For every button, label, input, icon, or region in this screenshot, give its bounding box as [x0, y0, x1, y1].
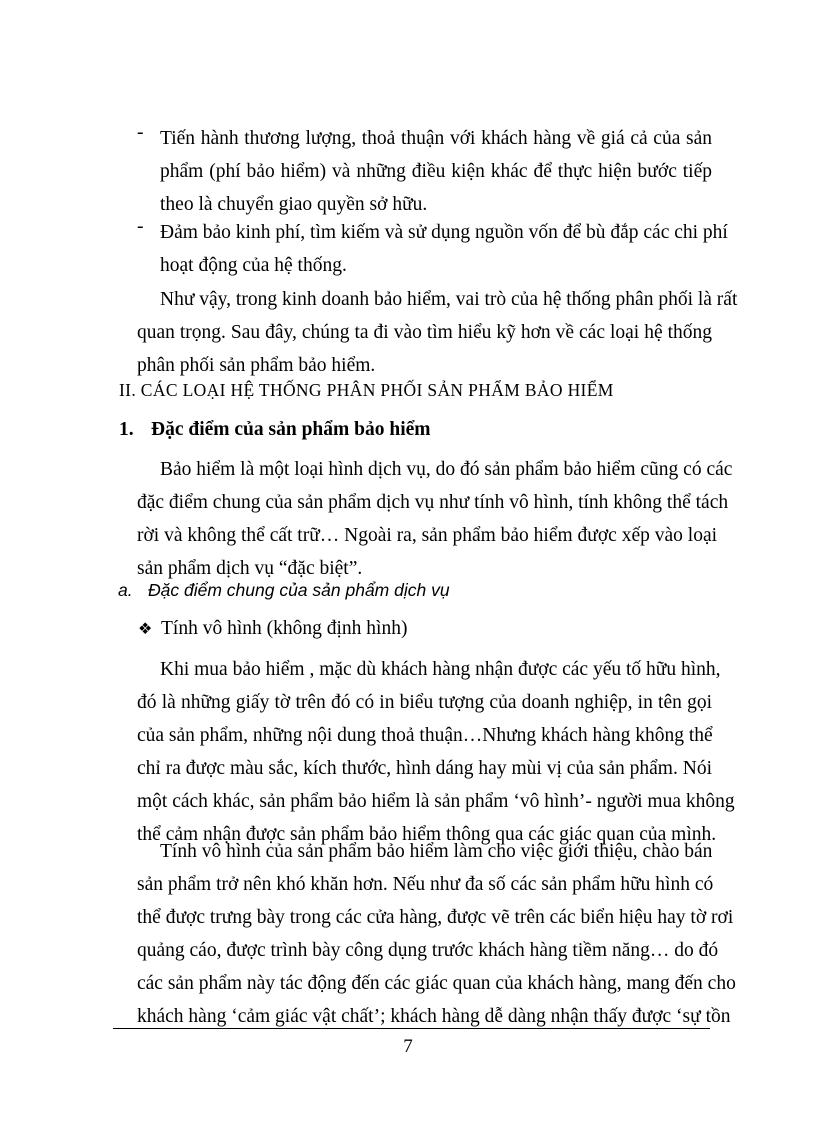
bullet-text: [160, 122, 712, 221]
text-line: sản phẩm trở nên khó khăn hơn. Nếu như đa số các sản phẩm hữu hình có: [137, 874, 714, 895]
text-line: khách hàng ‘cảm giác vật chất’; khách hàng dễ dàng nhận thấy được ‘sự tồn: [137, 1006, 731, 1027]
diamond-list-item: [138, 618, 407, 640]
text-line: của sản phẩm, những nội dung thoả thuận…Nhưng khách hàng không thể: [137, 725, 713, 746]
page-number: 7: [403, 1036, 413, 1057]
section-heading: II. CÁC LOẠI HỆ THỐNG PHÂN PHỐI SẢN PHẨM BẢO HIỂM: [119, 380, 614, 400]
bullet-text: [160, 216, 728, 282]
text-line: rời và không thể cất trữ… Ngoài ra, sản phẩm bảo hiểm được xếp vào loại: [137, 525, 718, 546]
text-line: quảng cáo, được trình bày công dụng trước khách hàng tiềm năng… do đó: [137, 940, 719, 961]
intangibility-paragraph-1: [137, 653, 735, 851]
text-line: Đảm bảo kinh phí, tìm kiếm và sử dụng nguồn vốn để bù đắp các chi phí: [160, 222, 728, 243]
text-line: Khi mua bảo hiểm , mặc dù khách hàng nhận được các yếu tố hữu hình,: [160, 659, 721, 680]
subsection-number: 1.: [119, 419, 134, 440]
intangibility-paragraph-2: [137, 835, 736, 1033]
text-line: theo là chuyển giao quyền sở hữu.: [160, 194, 428, 215]
text-line: Tính vô hình của sản phẩm bảo hiểm làm cho việc giới thiệu, chào bán: [160, 841, 713, 862]
text-line: đặc điểm chung của sản phẩm dịch vụ như tính vô hình, tính không thể tách: [137, 492, 729, 513]
text-line: Tiến hành thương lượng, thoả thuận với khách hàng về giá cả của sản: [160, 128, 712, 149]
text-line: chỉ ra được màu sắc, kích thước, hình dáng hay mùi vị của sản phẩm. Nói: [137, 758, 712, 779]
text-line: Bảo hiểm là một loại hình dịch vụ, do đó sản phẩm bảo hiểm cũng có các: [160, 459, 733, 480]
text-line: Như vậy, trong kinh doanh bảo hiểm, vai trò của hệ thống phân phối là rất: [160, 289, 738, 310]
text-line: thể được trưng bày trong các cửa hàng, được vẽ trên các biển hiệu hay tờ rơi: [137, 907, 734, 928]
text-line: đó là những giấy tờ trên đó có in biểu tượng của doanh nghiệp, in tên gọi: [137, 692, 712, 713]
subsection-heading: [119, 419, 431, 441]
dash-bullet-icon: -: [137, 122, 144, 143]
subheading-title: Đặc điểm chung của sản phẩm dịch vụ: [148, 580, 450, 600]
subheading-a: [118, 580, 450, 601]
diamond-bullet-icon: ❖: [138, 619, 153, 638]
subheading-number: a.: [118, 580, 133, 600]
text-line: thể cảm nhận được sản phẩm bảo hiểm thông qua các giác quan của mình.: [137, 824, 717, 845]
footer-rule: [113, 1028, 710, 1029]
diamond-item-text: Tính vô hình (không định hình): [161, 618, 408, 639]
text-line: sản phẩm dịch vụ “đặc biệt”.: [137, 558, 363, 579]
text-line: phẩm (phí bảo hiểm) và những điều kiện khác để thực hiện bước tiếp: [160, 161, 712, 182]
features-paragraph: [137, 453, 733, 585]
dash-bullet-icon: -: [137, 216, 144, 237]
intro-paragraph: [137, 283, 738, 382]
text-line: quan trọng. Sau đây, chúng ta đi vào tìm hiểu kỹ hơn về các loại hệ thống: [137, 322, 712, 343]
text-line: phân phối sản phẩm bảo hiểm.: [137, 355, 376, 376]
text-line: các sản phẩm này tác động đến các giác quan của khách hàng, mang đến cho: [137, 973, 736, 994]
text-line: một cách khác, sản phẩm bảo hiểm là sản phẩm ‘vô hình’- người mua không: [137, 791, 735, 812]
text-line: hoạt động của hệ thống.: [160, 255, 347, 276]
subsection-title: Đặc điểm của sản phẩm bảo hiểm: [151, 419, 431, 440]
